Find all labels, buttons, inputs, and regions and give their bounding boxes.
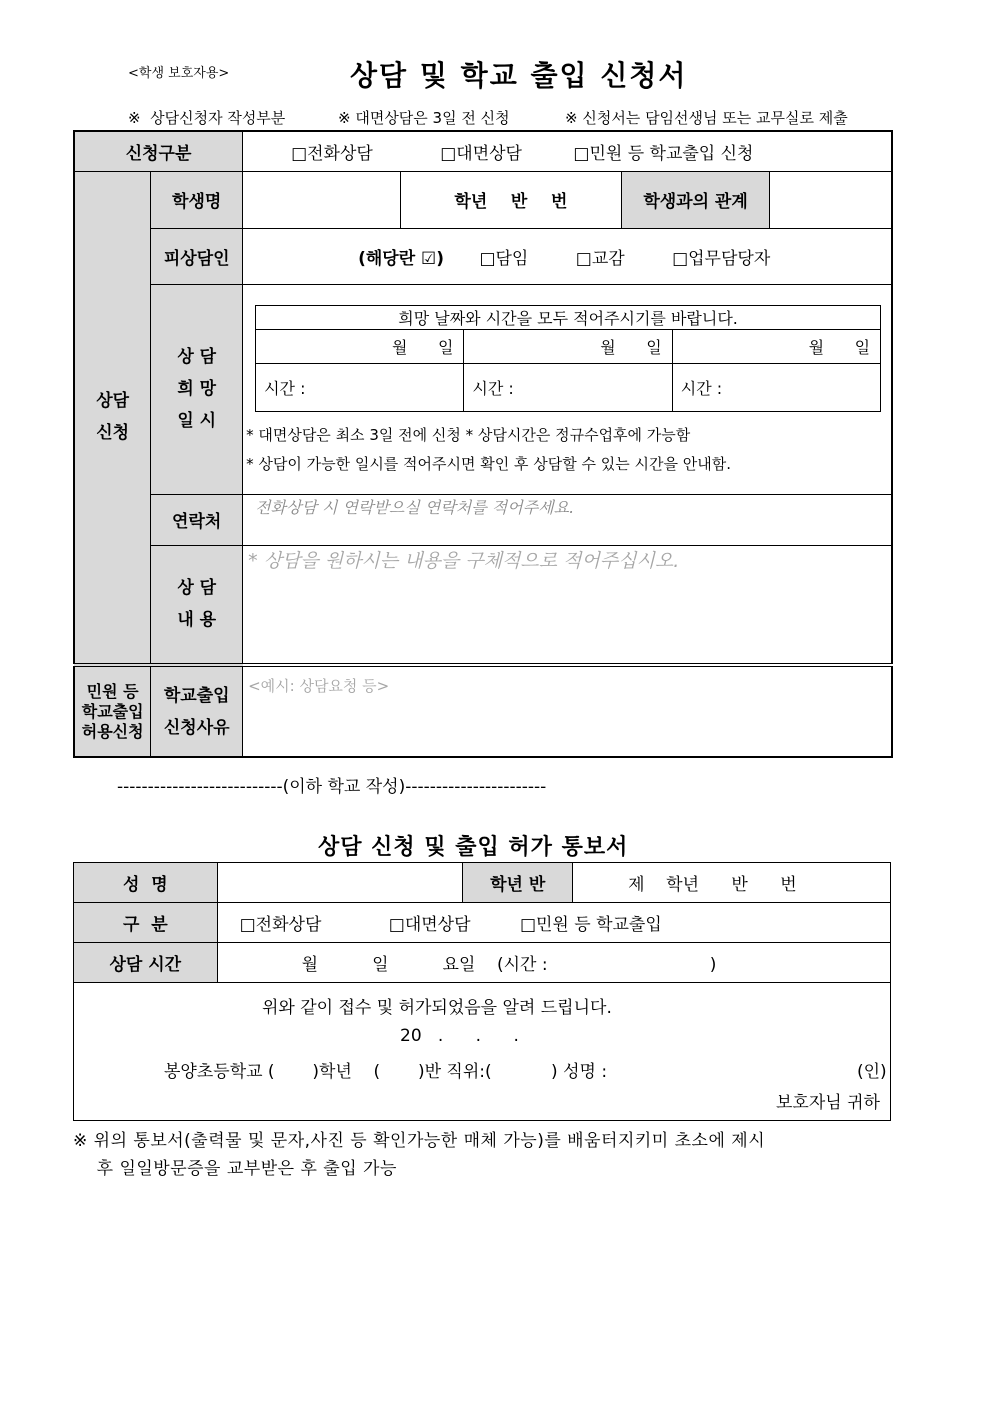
notice-table bbox=[73, 862, 891, 1121]
option-visit[interactable]: □민원 등 학교출입 신청 bbox=[573, 143, 754, 164]
notice-option-phone[interactable]: □전화상담 bbox=[239, 915, 322, 935]
date-slot-2[interactable]: 월 일 bbox=[464, 329, 672, 363]
student-name-label: 학생명 bbox=[151, 171, 243, 228]
schedule-note-2: * 상담이 가능한 일시를 적어주시면 확인 후 상담할 수 있는 시간을 안내함. bbox=[246, 454, 732, 473]
grade-label: 학년 반 번 bbox=[400, 171, 622, 228]
date-slot-1[interactable]: 월 일 bbox=[256, 329, 464, 363]
notice-option-face[interactable]: □대면상담 bbox=[388, 915, 471, 935]
notice-seal: (인) bbox=[857, 1062, 887, 1082]
notice-grade-value[interactable]: 제 학년 반 번 bbox=[573, 863, 891, 903]
relation-field[interactable] bbox=[769, 171, 892, 228]
relation-label: 학생과의 관계 bbox=[622, 171, 770, 228]
contact-field[interactable]: 전화상담 시 연락받으실 연락처를 적어주세요. bbox=[243, 494, 892, 545]
time-slot-3[interactable]: 시간 : bbox=[672, 363, 880, 411]
option-vice-principal[interactable]: □교감 bbox=[575, 248, 625, 269]
contact-label: 연락처 bbox=[151, 494, 243, 545]
notice-name-label: 성 명 bbox=[74, 863, 218, 903]
section-label: 상담 신청 bbox=[74, 171, 151, 665]
counselor-prefix: (해당란 ☑) bbox=[358, 248, 445, 269]
content-label: 상 담 내 용 bbox=[151, 545, 243, 665]
notice-recipient: 보호자님 귀하 bbox=[776, 1093, 880, 1113]
notice-time-label: 상담 시간 bbox=[74, 943, 218, 983]
schedule-note-1: * 대면상담은 최소 3일 전에 신청 * 상담시간은 정규수업후에 가능함 bbox=[246, 425, 691, 444]
option-staff[interactable]: □업무담당자 bbox=[672, 248, 771, 269]
notice-body-text: 위와 같이 접수 및 허가되었음을 알려 드립니다. bbox=[262, 998, 612, 1018]
notice-type-label: 구 분 bbox=[74, 903, 218, 943]
note-submit: ※ 신청서는 담임선생님 또는 교무실로 제출 bbox=[565, 109, 848, 127]
content-field[interactable]: * 상담을 원하시는 내용을 구체적으로 적어주십시오. bbox=[243, 545, 892, 665]
visit-reason-label: 학교출입 신청사유 bbox=[151, 665, 243, 757]
school-section-divider: ---------------------------(이하 학교 작성)----------------------- bbox=[117, 777, 547, 797]
page-title: 상담 및 학교 출입 신청서 bbox=[350, 59, 688, 92]
schedule-header: 희망 날짜와 시간을 모두 적어주시기를 바랍니다. bbox=[256, 305, 881, 329]
notice-name-field[interactable] bbox=[217, 863, 463, 903]
schedule-table bbox=[255, 305, 881, 412]
application-form bbox=[73, 130, 893, 758]
type-options bbox=[243, 131, 892, 171]
visit-reason-field[interactable]: <예시: 상담요청 등> bbox=[243, 665, 892, 757]
footnote: ※ 위의 통보서(출력물 및 문자,사진 등 확인가능한 매체 가능)를 배움터지키미 초소에 제시 후 일일방문증을 교부받은 후 출입 가능 bbox=[73, 1131, 766, 1179]
notice-type-options bbox=[217, 903, 890, 943]
form-subtitle: <학생 보호자용> bbox=[128, 66, 230, 81]
student-name-field[interactable] bbox=[243, 171, 401, 228]
option-phone[interactable]: □전화상담 bbox=[291, 143, 373, 164]
schedule-cell bbox=[243, 284, 892, 494]
time-slot-1[interactable]: 시간 : bbox=[256, 363, 464, 411]
notice-option-visit[interactable]: □민원 등 학교출입 bbox=[519, 915, 662, 935]
note-face-to-face: ※ 대면상담은 3일 전 신청 bbox=[338, 109, 510, 127]
note-applicant: ※ 상담신청자 작성부분 bbox=[128, 109, 286, 127]
notice-signature-line[interactable]: 봉양초등학교 ( )학년 ( )반 직위:( ) 성명 : bbox=[164, 1062, 608, 1082]
option-homeroom[interactable]: □담임 bbox=[479, 248, 529, 269]
date-slot-3[interactable]: 월 일 bbox=[672, 329, 880, 363]
counselor-label: 피상담인 bbox=[151, 228, 243, 284]
schedule-label: 상 담 희 망 일 시 bbox=[151, 284, 243, 494]
time-slot-2[interactable]: 시간 : bbox=[464, 363, 672, 411]
visit-label: 민원 등 학교출입 허용신청 bbox=[74, 665, 151, 757]
notice-date[interactable]: 20 . . . bbox=[400, 1026, 519, 1046]
option-face[interactable]: □대면상담 bbox=[440, 143, 522, 164]
type-label: 신청구분 bbox=[74, 131, 243, 171]
counselor-options bbox=[243, 228, 892, 284]
notice-grade-label: 학년 반 bbox=[463, 863, 573, 903]
notice-title: 상담 신청 및 출입 허가 통보서 bbox=[318, 835, 629, 860]
notice-body bbox=[74, 983, 891, 1121]
notice-time-value[interactable]: 월 일 요일 (시간 : ) bbox=[217, 943, 890, 983]
